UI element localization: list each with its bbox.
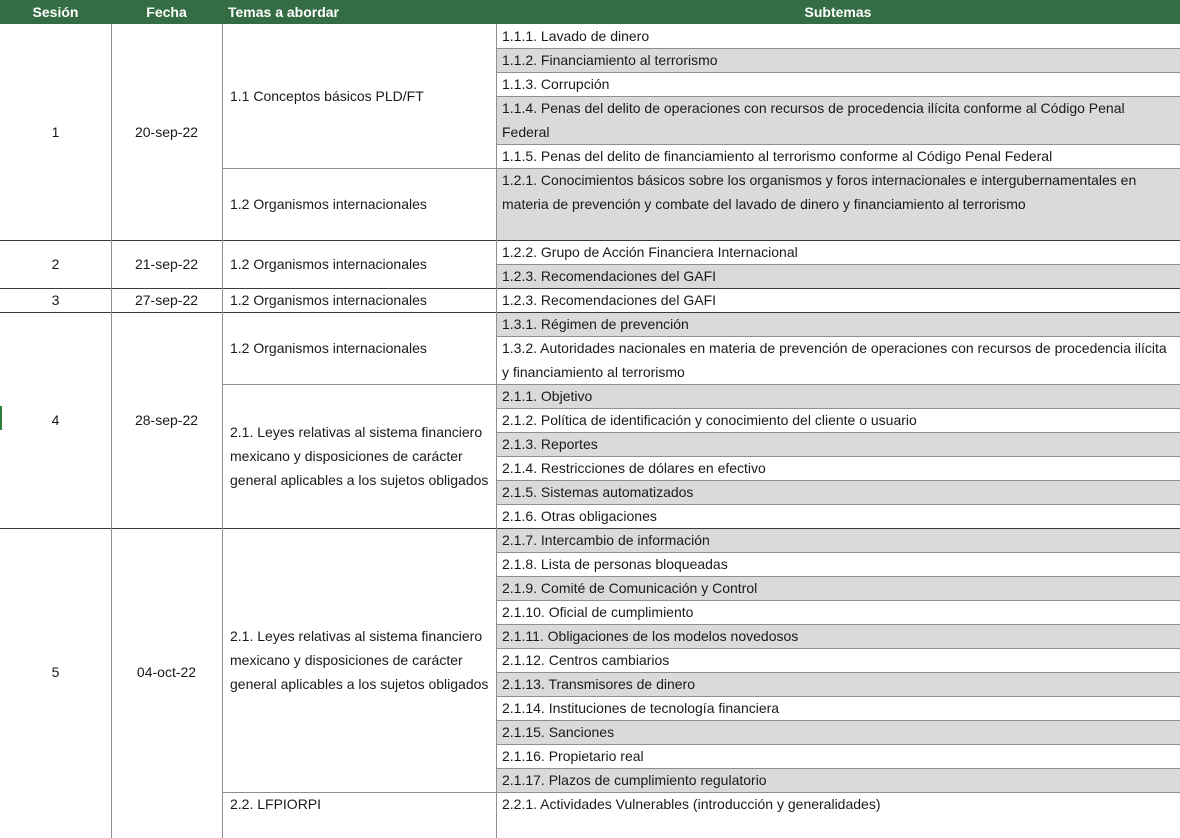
subtema-row: 2.1.7. Intercambio de información [496,528,1180,552]
sesion-cell: 4 [51,412,60,428]
subtema-divider [496,720,1180,721]
subtema-row: 2.1.11. Obligaciones de los modelos novedosos [496,624,1180,648]
subtema-row: 1.2.1. Conocimientos básicos sobre los organismos y foros internacionales e intergubernamentales en materia de prevención y combate del lavado de dinero y financiamiento al terrorismo [496,168,1180,240]
column-line [496,24,497,838]
subtema-divider [496,696,1180,697]
fecha-cell: 21-sep-22 [134,256,199,272]
subtema-divider [496,144,1180,145]
sesion-cell: 1 [51,124,60,140]
tema-cell: 1.2 Organismos internacionales [230,292,427,308]
subtema-divider [496,624,1180,625]
subtema-row: 2.1.13. Transmisores de dinero [496,672,1180,696]
subtema-row: 2.1.17. Plazos de cumplimiento regulatorio [496,768,1180,792]
subtema-divider [496,768,1180,769]
header-temas: Temas a abordar [222,0,496,24]
tema-cell: 1.2 Organismos internacionales [230,196,427,212]
subtema-row: 1.1.2. Financiamiento al terrorismo [496,48,1180,72]
session-divider [0,312,1180,313]
tema-cell: 2.1. Leyes relativas al sistema financiero mexicano y disposiciones de carácter general aplicables a los sujetos obligados [230,424,489,488]
subtema-row: 1.1.5. Penas del delito de financiamiento al terrorismo conforme al Código Penal Federal [502,148,1053,164]
subtema-row: 2.1.4. Restricciones de dólares en efectivo [502,460,766,476]
tema-cell: 1.2 Organismos internacionales [230,256,427,272]
subtema-divider [496,552,1180,553]
subtema-row: 2.1.16. Propietario real [502,748,644,764]
column-line [222,24,223,838]
subtema-row: 2.1.9. Comité de Comunicación y Control [496,576,1180,600]
subtema-divider [496,336,1180,337]
subtema-divider [496,744,1180,745]
subtema-divider [496,480,1180,481]
subtema-row: 1.1.4. Penas del delito de operaciones con recursos de procedencia ilícita conforme al Código Penal Federal [496,96,1180,144]
fecha-cell: 27-sep-22 [134,292,199,308]
header-sesion: Sesión [0,0,111,24]
subtema-divider [496,72,1180,73]
group-divider [222,792,1180,793]
subtema-row: 1.2.2. Grupo de Acción Financiera Internacional [502,244,798,260]
subtema-divider [496,504,1180,505]
fecha-cell: 28-sep-22 [134,412,199,428]
tema-cell: 1.1 Conceptos básicos PLD/FT [230,88,424,104]
sesion-cell: 3 [51,292,60,308]
group-divider [222,168,1180,169]
subtema-row: 2.1.15. Sanciones [496,720,1180,744]
sesion-cell: 5 [51,664,60,680]
subtema-row: 1.2.3. Recomendaciones del GAFI [496,264,1180,288]
subtema-divider [496,96,1180,97]
fecha-cell: 20-sep-22 [134,124,199,140]
subtema-row: 1.1.1. Lavado de dinero [502,28,650,44]
subtema-row: 2.1.5. Sistemas automatizados [496,480,1180,504]
subtema-row: 2.1.3. Reportes [496,432,1180,456]
subtema-divider [496,48,1180,49]
subtema-row: 2.1.10. Oficial de cumplimiento [502,604,694,620]
header-subtemas: Subtemas [496,0,1180,24]
subtema-row: 2.1.14. Instituciones de tecnología financiera [502,700,780,716]
tema-cell: 1.2 Organismos internacionales [230,340,427,356]
tema-cell: 2.1. Leyes relativas al sistema financiero mexicano y disposiciones de carácter general aplicables a los sujetos obligados [230,628,489,692]
session-divider [0,528,1180,529]
session-divider [0,288,1180,289]
subtema-divider [496,264,1180,265]
subtema-row: 2.1.1. Objetivo [496,384,1180,408]
session-divider [0,240,1180,241]
tema-cell: 2.2. LFPIORPI [230,796,322,812]
subtema-divider [496,672,1180,673]
subtema-row: 2.1.6. Otras obligaciones [502,508,657,524]
fecha-cell: 04-oct-22 [136,664,197,680]
sesion-cell: 2 [51,256,60,272]
subtema-row: 1.3.1. Régimen de prevención [496,312,1180,336]
subtema-divider [496,432,1180,433]
subtema-row: 2.1.2. Política de identificación y conocimiento del cliente o usuario [502,412,917,428]
subtema-divider [496,408,1180,409]
subtema-divider [496,600,1180,601]
subtema-divider [496,456,1180,457]
subtema-row: 2.1.8. Lista de personas bloqueadas [502,556,728,572]
header-fecha: Fecha [111,0,222,24]
subtema-row: 1.1.3. Corrupción [502,76,610,92]
subtema-row: 1.2.3. Recomendaciones del GAFI [502,292,717,308]
column-line [111,24,112,838]
subtema-divider [496,576,1180,577]
subtema-row: 1.3.2. Autoridades nacionales en materia de prevención de operaciones con recursos de procedencia ilícita y financiamiento al terrorismo [502,340,1167,380]
subtema-row: 2.2.1. Actividades Vulnerables (introducción y generalidades) [502,796,881,812]
subtema-row: 2.1.12. Centros cambiarios [502,652,670,668]
group-divider [222,384,1180,385]
subtema-divider [496,648,1180,649]
